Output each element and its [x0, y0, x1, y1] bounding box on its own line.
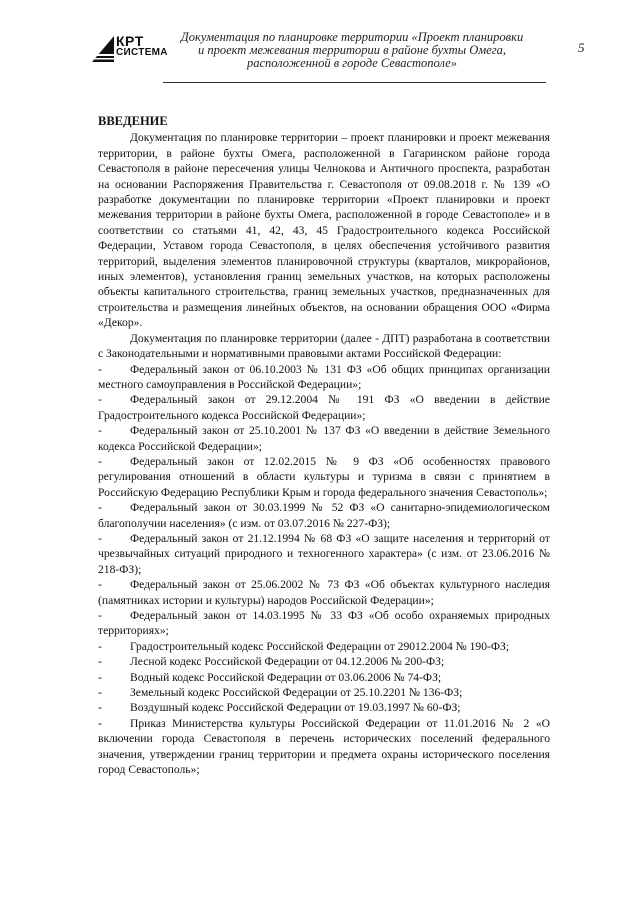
list-item: [98, 392, 550, 423]
list-bullet: -: [98, 454, 102, 468]
list-item-text: Федеральный закон от 25.06.2002 № 73 ФЗ «Об объектах культурного наследия (памятниках истории и культуры) народов Российской Федерации»;: [98, 578, 550, 607]
list-item: [98, 685, 550, 700]
list-bullet: -: [98, 531, 102, 545]
list-item-text: Федеральный закон от 30.03.1999 № 52 ФЗ «О санитарно-эпидемиологическом благополучии населения» (с изм. от 03.07.2016 № 227-ФЗ);: [98, 501, 550, 530]
list-bullet: -: [98, 501, 102, 515]
intro-paragraph: Документация по планировке территории – проект планировки и проект межевания территории, в районе бухты Омега, расположенной в Гагаринском районе города Севастополя в районе пересечения улицы Челнокова и Античного проспекта, разработан на основании Распоряжения Правительства г. Севастополя от 09.08.2018 г. № 139 «О разработке документации по планировке территории «Проект планировки и проект межевания территории в районе бухты Омега, расположенной в городе Севастополе» и в соответствии со статьями 41, 42, 43, 45 Градостроительного кодекса Российской Федерации, Уставом города Севастополя, в целях обеспечения устойчивого развития территорий, выделения элементов планировочной структуры (кварталов, микрорайонов, иных элементов), установления границ земельных участков, на которых расположены объекты капитального строительства, границ земельных участков, предназначенных для строительства и размещения линейных объектов, на основании обращения ООО «Фирма «Декор».: [98, 131, 550, 330]
list-item-text: Водный кодекс Российской Федерации от 03.06.2006 № 74-ФЗ;: [130, 670, 442, 684]
list-item: [98, 423, 550, 454]
list-bullet: -: [98, 716, 102, 730]
list-bullet: -: [98, 393, 102, 407]
list-item-text: Градостроительный кодекс Российской Федерации от 29012.2004 № 190-ФЗ;: [130, 639, 510, 653]
list-bullet: -: [98, 578, 102, 592]
list-bullet: -: [98, 670, 102, 684]
header-title-line: Документация по планировке территории «Проект планировки: [180, 30, 524, 44]
list-item-text: Федеральный закон от 21.12.1994 № 68 ФЗ «О защите населения и территорий от чрезвычайных ситуаций природного и техногенного характера» (с изм. от 23.06.2016 № 218-ФЗ);: [98, 531, 550, 576]
list-item: [98, 362, 550, 393]
list-item-text: Федеральный закон от 25.10.2001 № 137 ФЗ «О введении в действие Земельного кодекса Российской Федерации»;: [98, 424, 550, 453]
list-item-text: Федеральный закон от 29.12.2004 № 191 ФЗ «О введении в действие Градостроительного кодекса Российской Федерации»;: [98, 393, 550, 422]
list-item-text: Воздушный кодекс Российской Федерации от 19.03.1997 № 60-ФЗ;: [130, 701, 461, 715]
list-item: [98, 654, 550, 669]
list-item: [98, 670, 550, 685]
list-bullet: -: [98, 424, 102, 438]
list-item: [98, 716, 550, 778]
logo-text-bottom: СИСТЕМА: [116, 47, 168, 58]
logo-text-top: КРТ: [116, 33, 144, 49]
list-bullet: -: [98, 639, 102, 653]
list-item-text: Федеральный закон от 06.10.2003 № 131 ФЗ «Об общих принципах организации местного самоуправления в Российской Федерации»;: [98, 362, 550, 391]
document-body: [98, 114, 550, 777]
list-item-text: Лесной кодекс Российской Федерации от 04.12.2006 № 200-ФЗ;: [130, 655, 445, 669]
running-header-title: [163, 31, 541, 70]
legislation-intro-paragraph: Документация по планировке территории (далее - ДПТ) разработана в соответствии с Законодательными и нормативными правовыми актами Российской Федерации:: [98, 331, 550, 361]
list-item: [98, 531, 550, 577]
list-bullet: -: [98, 701, 102, 715]
list-item-text: Земельный кодекс Российской Федерации от 25.10.2201 № 136-ФЗ;: [130, 686, 463, 700]
header-divider: [163, 82, 546, 83]
list-item: [98, 608, 550, 639]
legislation-list: [98, 362, 550, 778]
list-item-text: Федеральный закон от 14.03.1995 № 33 ФЗ «Об особо охраняемых природных территориях»;: [98, 609, 550, 638]
logo-mark-icon: [92, 36, 114, 62]
list-bullet: -: [98, 609, 102, 622]
company-logo: [92, 33, 168, 62]
list-item: [98, 454, 550, 500]
list-item: [98, 500, 550, 531]
list-item: [98, 639, 550, 654]
header-title-line: расположенной в городе Севастополе»: [246, 56, 458, 70]
list-bullet: -: [98, 686, 102, 700]
page-number: 5: [578, 40, 585, 55]
list-item: [98, 577, 550, 608]
section-heading: ВВЕДЕНИЕ: [98, 114, 168, 128]
list-item-text: Приказ Министерства культуры Российской Федерации от 11.01.2016 № 2 «О включении города Севастополя в перечень исторических поселений федерального значения, утверждении границ территории и предмета охраны исторического поселения город Севастополь»;: [98, 716, 550, 777]
list-item: [98, 700, 550, 715]
list-item-text: Федеральный закон от 12.02.2015 № 9 ФЗ «Об особенностях правового регулирования отношений в области культуры и туризма в связи с принятием в Российскую Федерацию Республики Крым и города федерального значения Севастополь»;: [98, 454, 550, 499]
list-bullet: -: [98, 362, 102, 376]
header-title-line: и проект межевания территории в районе бухты Омега,: [197, 43, 507, 57]
list-bullet: -: [98, 655, 102, 669]
